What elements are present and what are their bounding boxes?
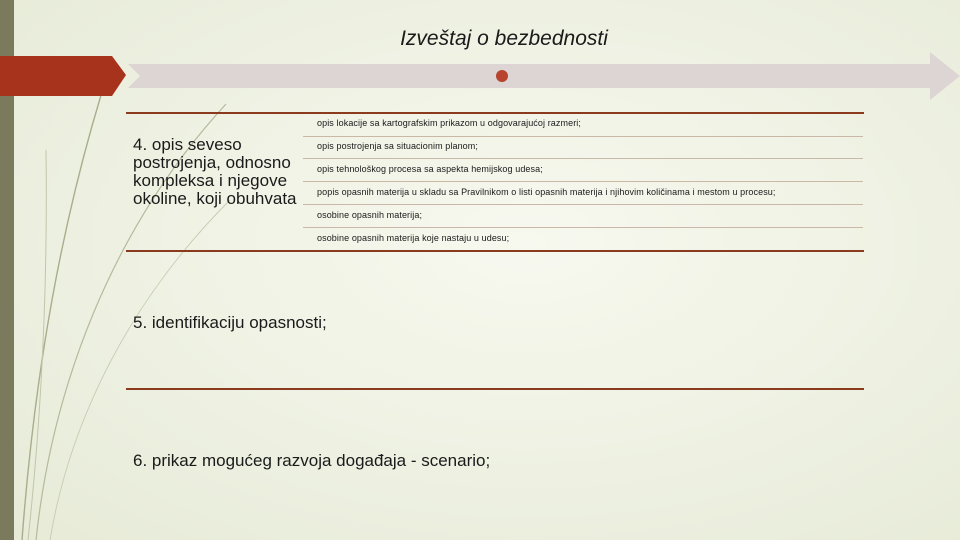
title-arrow-banner xyxy=(0,50,960,102)
table-row: popis opasnih materija u skladu sa Pravilnikom o listi opasnih materija i njihovim količinama i mestom u procesu; xyxy=(317,187,776,197)
table-row-divider xyxy=(303,181,863,182)
table-row: opis postrojenja sa situacionim planom; xyxy=(317,141,478,151)
table-row-divider xyxy=(303,227,863,228)
table-top-rule xyxy=(126,112,864,114)
page-title: Izveštaj o bezbednosti xyxy=(400,27,608,50)
table-row: osobine opasnih materija; xyxy=(317,210,423,220)
section-scenario: 6. prikaz mogućeg razvoja događaja - scenario; xyxy=(133,451,491,470)
section-divider-rule xyxy=(126,388,864,390)
table-row: opis lokacije sa kartografskim prikazom u odgovarajućoj razmeri; xyxy=(317,118,582,128)
table-left-cell: 4. opis seveso postrojenja, odnosno kompleksa i njegove okoline, koji obuhvata xyxy=(133,135,297,208)
table-row-divider xyxy=(303,204,863,205)
arrow-body xyxy=(128,52,960,100)
table-row-divider xyxy=(303,136,863,137)
arrow-dot xyxy=(496,70,508,82)
table-row: osobine opasnih materija koje nastaju u udesu; xyxy=(317,233,510,243)
table-row: opis tehnološkog procesa sa aspekta hemijskog udesa; xyxy=(317,164,543,174)
table-bottom-rule xyxy=(126,250,864,252)
table-row-divider xyxy=(303,158,863,159)
arrow-left-block xyxy=(0,56,126,96)
section-identification: 5. identifikaciju opasnosti; xyxy=(133,313,327,332)
